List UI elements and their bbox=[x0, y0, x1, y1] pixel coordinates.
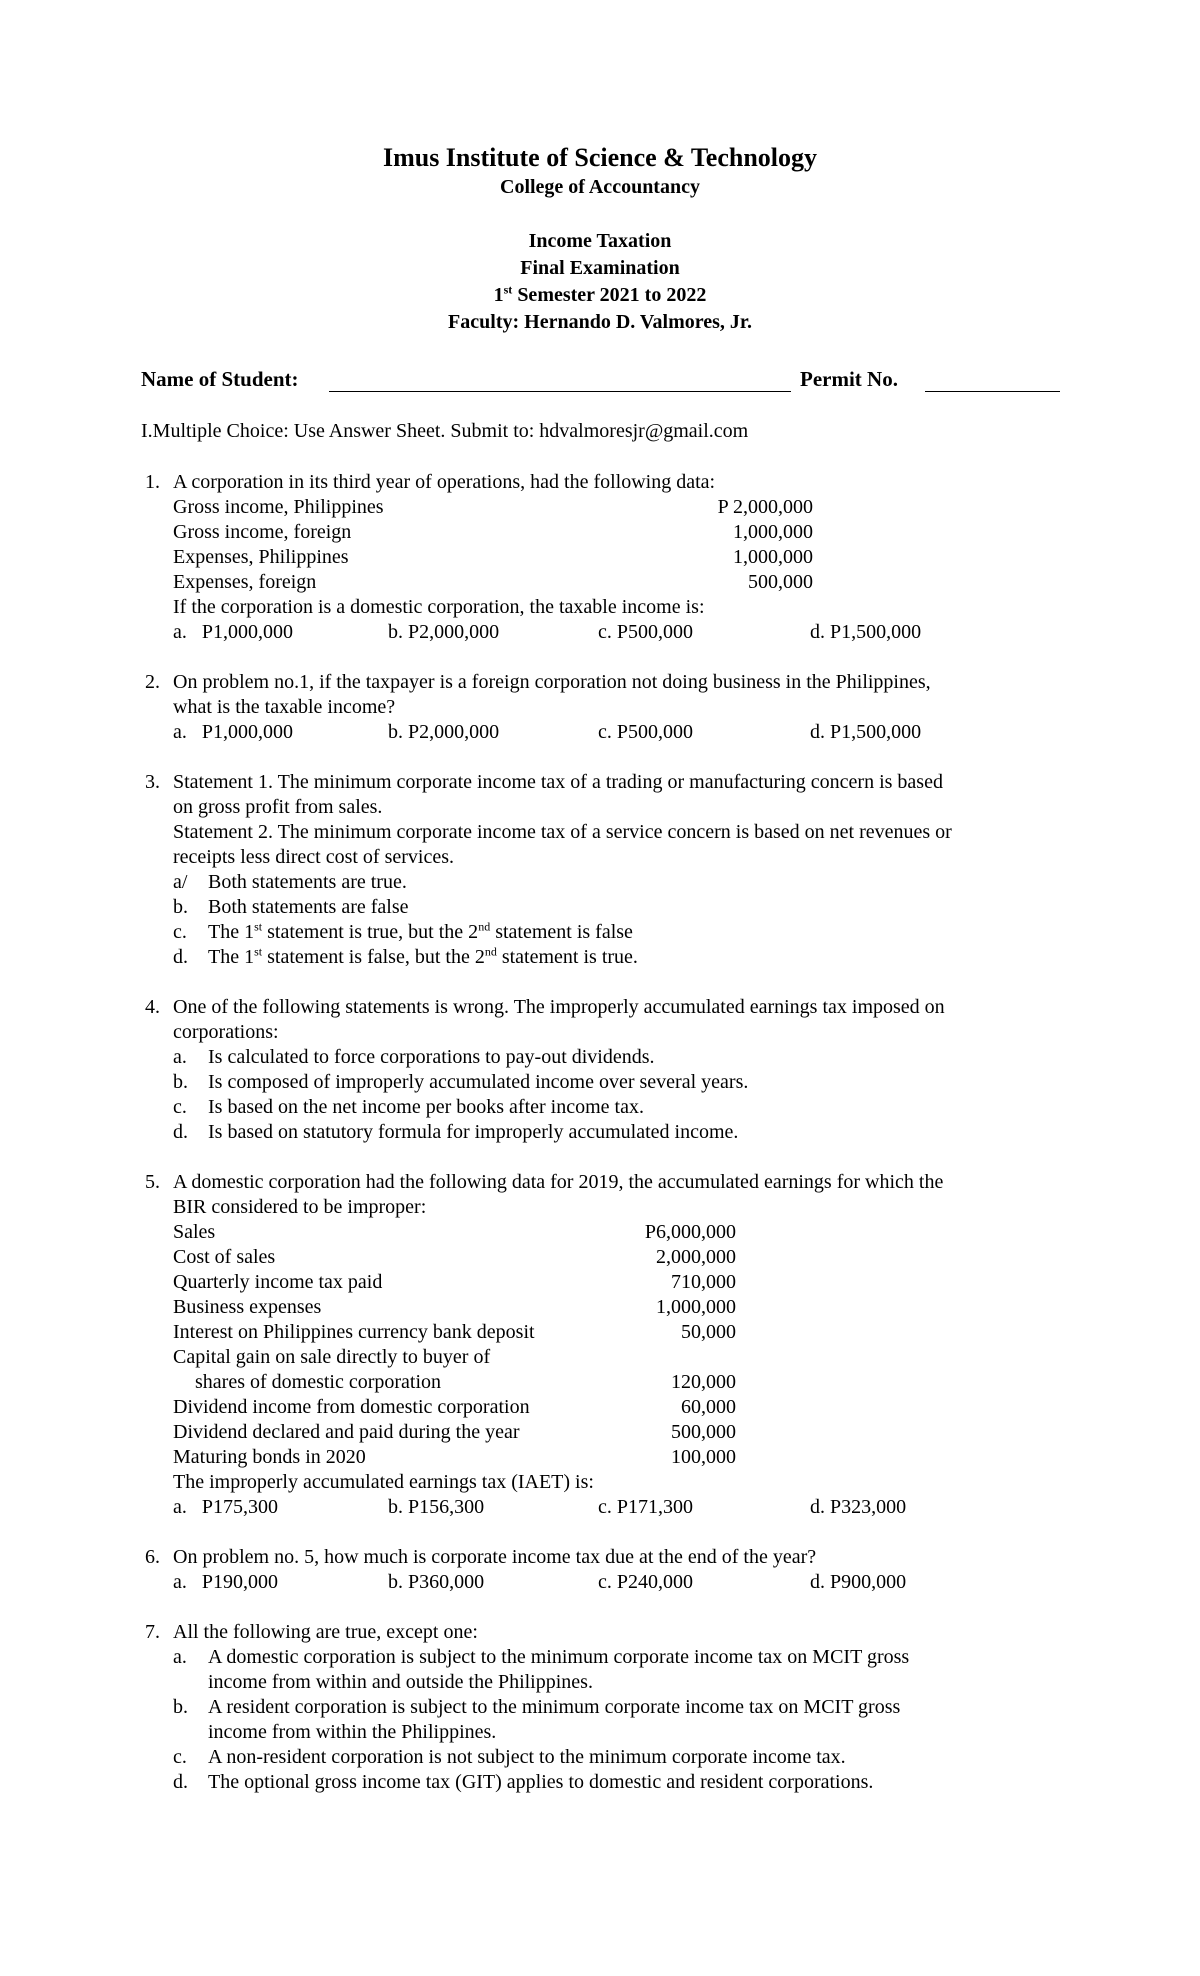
option-b[interactable]: b. Is composed of improperly accumulated income over several years. bbox=[173, 1071, 749, 1093]
question-1 bbox=[145, 470, 1063, 645]
question-5 bbox=[145, 1170, 1063, 1520]
question-number: 3. bbox=[145, 771, 160, 793]
option-b[interactable]: b. P156,300 bbox=[388, 1496, 485, 1518]
question-4 bbox=[145, 995, 1063, 1145]
question-text: what is the taxable income? bbox=[173, 696, 396, 718]
option-b[interactable]: b. P2,000,000 bbox=[388, 721, 500, 743]
option-d[interactable]: d. P1,500,000 bbox=[810, 721, 922, 743]
question-text: A corporation in its third year of operations, had the following data: bbox=[173, 471, 716, 493]
question-text: corporations: bbox=[173, 1021, 279, 1043]
option-c[interactable]: c. The 1st statement is true, but the 2nd statement is false bbox=[173, 919, 633, 943]
data-row: Capital gain on sale directly to buyer of bbox=[173, 1346, 491, 1368]
subject-title: Income Taxation bbox=[528, 230, 672, 252]
option-b[interactable]: b. A resident corporation is subject to the minimum corporate income tax on MCIT gross bbox=[173, 1696, 901, 1718]
permit-blank[interactable] bbox=[925, 391, 1060, 392]
option-a[interactable]: a. P1,000,000 bbox=[173, 621, 293, 643]
option-c[interactable]: c. Is based on the net income per books after income tax. bbox=[173, 1096, 644, 1118]
option-c[interactable]: c. P171,300 bbox=[598, 1496, 693, 1518]
exam-title: Final Examination bbox=[520, 257, 680, 279]
option-a[interactable]: a. P190,000 bbox=[173, 1571, 278, 1593]
institution-name: Imus Institute of Science & Technology bbox=[382, 143, 818, 172]
student-info bbox=[141, 367, 1061, 397]
answer-options bbox=[173, 1495, 1063, 1520]
data-row: Gross income, Philippines P 2,000,000 bbox=[173, 496, 813, 518]
student-name-label: Name of Student: bbox=[141, 367, 299, 391]
question-number: 6. bbox=[145, 1546, 160, 1568]
exam-header bbox=[0, 142, 1200, 336]
answer-options bbox=[173, 720, 1063, 745]
option-a[interactable]: a. Is calculated to force corporations to pay-out dividends. bbox=[173, 1046, 655, 1068]
question-text: On problem no. 5, how much is corporate income tax due at the end of the year? bbox=[173, 1546, 817, 1568]
data-row: Cost of sales 2,000,000 bbox=[173, 1246, 736, 1268]
option-c[interactable]: c. P500,000 bbox=[598, 721, 693, 743]
question-text: A domestic corporation had the following data for 2019, the accumulated earnings for which the bbox=[173, 1171, 944, 1193]
option-b[interactable]: b. P360,000 bbox=[388, 1571, 485, 1593]
option-b[interactable]: b. P2,000,000 bbox=[388, 621, 500, 643]
option-d[interactable]: d. P900,000 bbox=[810, 1571, 907, 1593]
instructions: I.Multiple Choice: Use Answer Sheet. Submit to: hdvalmoresjr@gmail.com bbox=[141, 420, 749, 442]
option-c[interactable]: c. A non-resident corporation is not subject to the minimum corporate income tax. bbox=[173, 1746, 846, 1768]
question-number: 2. bbox=[145, 671, 160, 693]
data-row: Expenses, foreign 500,000 bbox=[173, 571, 813, 593]
college-name: College of Accountancy bbox=[500, 176, 700, 198]
option-d[interactable]: d. P323,000 bbox=[810, 1496, 907, 1518]
data-row: Maturing bonds in 2020 100,000 bbox=[173, 1446, 736, 1468]
question-2 bbox=[145, 670, 1063, 745]
semester-line: 1st Semester 2021 to 2022 bbox=[493, 282, 707, 306]
question-number: 4. bbox=[145, 996, 160, 1018]
data-row: Sales P6,000,000 bbox=[173, 1221, 736, 1243]
option-a[interactable]: a/ Both statements are true. bbox=[173, 871, 407, 893]
statement-2: Statement 2. The minimum corporate income tax of a service concern is based on net revenues or bbox=[173, 821, 952, 843]
question-prompt: The improperly accumulated earnings tax (IAET) is: bbox=[173, 1471, 594, 1493]
option-d[interactable]: d. Is based on statutory formula for improperly accumulated income. bbox=[173, 1121, 739, 1143]
question-text: All the following are true, except one: bbox=[173, 1621, 478, 1643]
question-number: 1. bbox=[145, 471, 160, 493]
data-row: Dividend income from domestic corporation 60,000 bbox=[173, 1396, 736, 1418]
option-c[interactable]: c. P240,000 bbox=[598, 1571, 693, 1593]
student-name-blank[interactable] bbox=[329, 391, 791, 392]
question-number: 7. bbox=[145, 1621, 160, 1643]
data-row: Quarterly income tax paid 710,000 bbox=[173, 1271, 736, 1293]
option-a[interactable]: a. P175,300 bbox=[173, 1496, 278, 1518]
option-c[interactable]: c. P500,000 bbox=[598, 621, 693, 643]
answer-options bbox=[173, 1570, 1063, 1595]
option-d[interactable]: d. P1,500,000 bbox=[810, 621, 922, 643]
statement-1-cont: on gross profit from sales. bbox=[173, 796, 383, 818]
option-a[interactable]: a. A domestic corporation is subject to the minimum corporate income tax on MCIT gross bbox=[173, 1646, 910, 1668]
question-prompt: If the corporation is a domestic corporation, the taxable income is: bbox=[173, 596, 705, 618]
question-text: BIR considered to be improper: bbox=[173, 1196, 427, 1218]
option-b-cont: income from within the Philippines. bbox=[208, 1721, 497, 1743]
question-6 bbox=[145, 1545, 1063, 1595]
question-3 bbox=[145, 770, 1063, 970]
option-b[interactable]: b. Both statements are false bbox=[173, 896, 409, 918]
data-row: Interest on Philippines currency bank deposit 50,000 bbox=[173, 1321, 736, 1343]
data-row: Business expenses 1,000,000 bbox=[173, 1296, 736, 1318]
statement-2-cont: receipts less direct cost of services. bbox=[173, 846, 455, 868]
data-row: shares of domestic corporation 120,000 bbox=[195, 1371, 736, 1393]
option-d[interactable]: d. The optional gross income tax (GIT) applies to domestic and resident corporations. bbox=[173, 1771, 874, 1793]
statement-1: Statement 1. The minimum corporate income tax of a trading or manufacturing concern is based bbox=[173, 771, 943, 793]
option-a[interactable]: a. P1,000,000 bbox=[173, 721, 293, 743]
question-7 bbox=[145, 1620, 1063, 1795]
option-d[interactable]: d. The 1st statement is false, but the 2nd statement is true. bbox=[173, 944, 638, 968]
data-row: Dividend declared and paid during the year 500,000 bbox=[173, 1421, 736, 1443]
question-number: 5. bbox=[145, 1171, 160, 1193]
permit-label: Permit No. bbox=[800, 367, 898, 391]
faculty-line: Faculty: Hernando D. Valmores, Jr. bbox=[448, 311, 752, 333]
data-row: Expenses, Philippines 1,000,000 bbox=[173, 546, 813, 568]
data-row: Gross income, foreign 1,000,000 bbox=[173, 521, 813, 543]
question-text: On problem no.1, if the taxpayer is a foreign corporation not doing business in the Philippines, bbox=[173, 671, 931, 693]
question-text: One of the following statements is wrong. The improperly accumulated earnings tax imposed on bbox=[173, 996, 945, 1018]
option-a-cont: income from within and outside the Philippines. bbox=[208, 1671, 593, 1693]
answer-options bbox=[173, 620, 1063, 645]
